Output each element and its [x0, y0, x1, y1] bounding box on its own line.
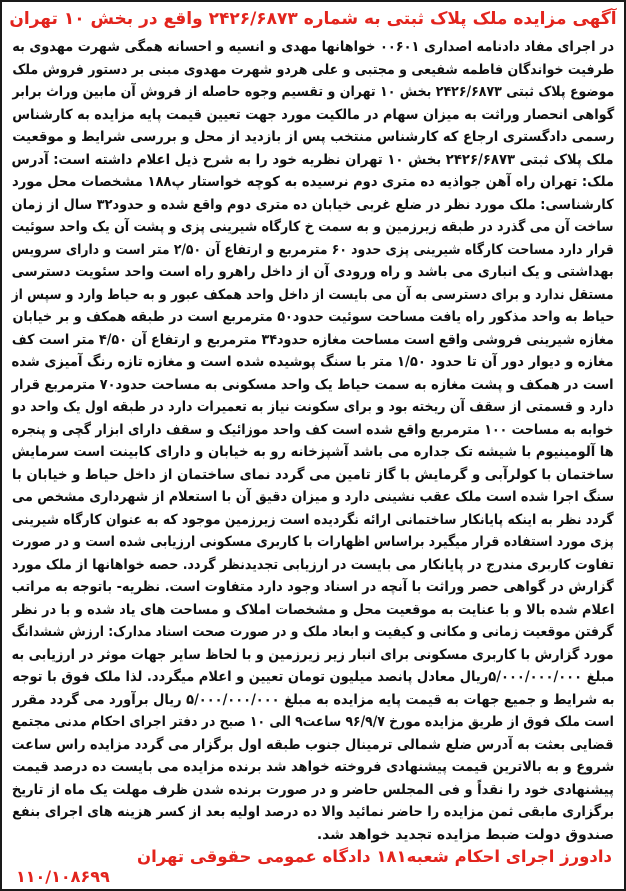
body-line: به شرایط و جمیع جهات به قیمت پایه مزایده به مبلغ ۵/۰۰۰/۰۰۰/۰۰۰ ریال برآورد می گردد مقرر	[12, 691, 614, 708]
body-line: رسمی دادگستری ارجاع که کارشناس منتخب پس از بازدید از محل و بررسی شرایط و موقعیت	[12, 129, 614, 145]
body-line: موضوع پلاک ثبتی ۲۴۲۶/۶۸۷۳ بخش ۱۰ تهران و تقسیم وجوه حاصله از فروش آن مابین وراث برابر	[12, 84, 614, 100]
body-line: تفاوت کاربری مندرج در پایانکار می بایست در ارزیابی تجدیدنظر گردد. حصه خواهانها از ملک مورد	[12, 556, 614, 573]
body-line: اعلام شده بالا و با عنایت به موقعیت محل و مشخصات املاک و مساحت های یاد شده و با در نظر	[12, 601, 614, 618]
body-line: مغازه و دیوار دور آن تا حدود ۱/۵۰ متر با سنگ پوشیده شده است و مغازه تازه رنگ آمیزی شده	[12, 354, 614, 370]
body-line: گرفتن موقعیت زمانی و مکانی و کیفیت و ابعاد ملک و در صورت صحت اسناد مدارک: ارزش ششدانگ	[12, 624, 614, 640]
body-line: خوابه به مساحت ۱۰۰ مترمربع واقع شده است کف واحد موزائیک و سقف دارای ابزار گچی و پنجره	[12, 421, 614, 438]
body-line: قرار دارد مساحت کارگاه شیرینی پزی حدود ۶۰ مترمربع و ارتفاع آن ۲/۵۰ متر است و دارای سرویس	[12, 241, 614, 258]
body-line: گردد نظر به اینکه پایانکار ساختمانی ارائه نگردیده است زیرزمین موجود که به عنوان کارگاه شیرینی	[12, 511, 614, 528]
body-line: پزی مورد استفاده قرار میگیرد براساس اظهارات با کاربری مسکونی ارزیابی شده است و در صورت	[12, 534, 614, 550]
body-line: قضایی بعثت به آدرس ضلع شمالی ترمینال جنوب طبقه اول برگزار می گردد مزایده راس ساعت	[12, 736, 614, 753]
body-line: برگزاری مابقی ثمن مزایده را حاضر نمائید والا ده درصد اولیه بعد از کسر هزینه های اجرای بنفع	[12, 804, 614, 820]
body-line-last: صندوق دولت ضبط مزایده تجدید خواهد شد.	[316, 826, 614, 843]
body-line: دارد و قسمتی از سقف آن ریخته بود و برای سکونت نیاز به تعمیرات دارد در طبقه اول یک واحد دو	[12, 399, 614, 415]
body-line: مورد گزارش با کاربری مسکونی برای انبار زیر زیرزمین و با لحاظ سایر جهات موثر در ارزیابی به	[12, 646, 614, 663]
body-line: سنگ اجرا شده است ملک عقب نشینی دارد و میزان دقیق آن با استعلام از شهرداری مشخص می	[12, 489, 614, 505]
body-line: ساخت آن می گذرد در طبقه زیرزمین و به سمت خ کارگاه شیرینی پزی و پشت آن یک واحد سوئیت	[12, 219, 614, 235]
body-line: گزارش در گواهی حصر وراثت با آنچه در اسناد وجود دارد متفاوت است. نظریه- باتوجه به مراتب	[12, 579, 614, 595]
signature: دادورز اجرای احکام شعبه۱۸۱ دادگاه عمومی حقوقی تهران	[137, 847, 612, 866]
body-line: در اجرای مفاد دادنامه اصداری ۰۰۶۰۱ خواهانها مهدی و انسیه و احسانه همگی شهرت مهدوی به	[12, 39, 614, 55]
notice-code: ۱۱۰/۱۰۸۶۹۹	[16, 867, 110, 886]
body-line: ملک: تهران راه آهن جواذیه ده متری دوم نرسیده به کوچه خواستار پ۱۸۸ مشخصات محل مورد	[12, 174, 614, 190]
body-line: مغازه شیرینی فروشی واقع است مساحت مغازه حدود۳۴ مترمربع و ارتفاع آن ۴/۵۰ متر است کف	[12, 331, 614, 348]
body-line: مبلغ ۵/۰۰۰/۰۰۰/۰۰۰ریال معادل پانصد میلیون تومان تعیین و اعلام میگردد. لذا ملک فوق با توجه	[12, 669, 614, 685]
body-line: کارشناسی: ملک مورد نظر در ضلع غربی خیابان ده متری دوم واقع شده و حدود۳۲ سال از زمان	[12, 196, 615, 213]
body-line: شروع و به بالاترین قیمت پیشنهادی فروخته خواهد شد برنده مزایده می بایست ده درصد قیمت	[12, 759, 614, 775]
notice-title: آگهی مزایده ملک پلاک ثبتی به شماره ۲۴۲۶/۶۸۷۳ واقع در بخش ۱۰ تهران	[9, 9, 617, 29]
body-line: است در همکف و پشت مغازه به سمت حیاط یک واحد مسکونی به مساحت حدود۷۰ مترمربع قرار	[12, 376, 615, 393]
notice-body	[12, 36, 614, 846]
body-line: طرفیت خواندگان فاطمه شفیعی و مجتبی و علی هردو شهرت مهدوی مبنی بر دستور فروش ملک	[12, 61, 614, 78]
body-line: پیشنهادی خود را نقداً و فی المجلس حاضر و در صورت برنده شدن ظرف مهلت یک ماه از تاریخ	[12, 781, 614, 798]
body-line: ها آلومینیوم با شیشه تک جداره می باشد آشپزخانه رو به خیابان و دارای کابینت است سرمایش	[12, 444, 614, 460]
body-line: ملک پلاک ثبتی ۲۴۲۶/۶۸۷۳ بخش ۱۰ تهران نظریه خود را به شرح ذیل اعلام داشته است: آدرس	[12, 151, 614, 168]
body-line: مستقل ندارد و برای دسترسی به آن می بایست از داخل واحد همکف عبور و به حیاط وارد و سپس از	[12, 286, 614, 303]
body-line: حیاط به واحد مذکور راه یافت مساحت سوئیت حدود۵۰ مترمربع است در طبقه همکف و بر خیابان	[12, 309, 614, 325]
body-line: گواهی انحصار وراثت به میزان سهام در مالکیت مورد جهت تعیین قیمت پایه مزایده به کارشناس	[12, 106, 614, 123]
body-line: ساختمان با کولرآبی و گرمایش با گاز تامین می گردد نمای ساختمان از داخل حیاط و خیابان با	[12, 466, 614, 483]
body-line: بهداشتی و یک انباری می باشد و راه ورودی آن از داخل راهرو راه است واحد سئویت دسترسی	[12, 264, 614, 280]
body-line: است ملک فوق از طریق مزایده مورخ ۹۶/۹/۷ ساعت۹ الی ۱۰ صبح در دفتر اجرای احکام مدنی مجتمع	[12, 714, 614, 730]
